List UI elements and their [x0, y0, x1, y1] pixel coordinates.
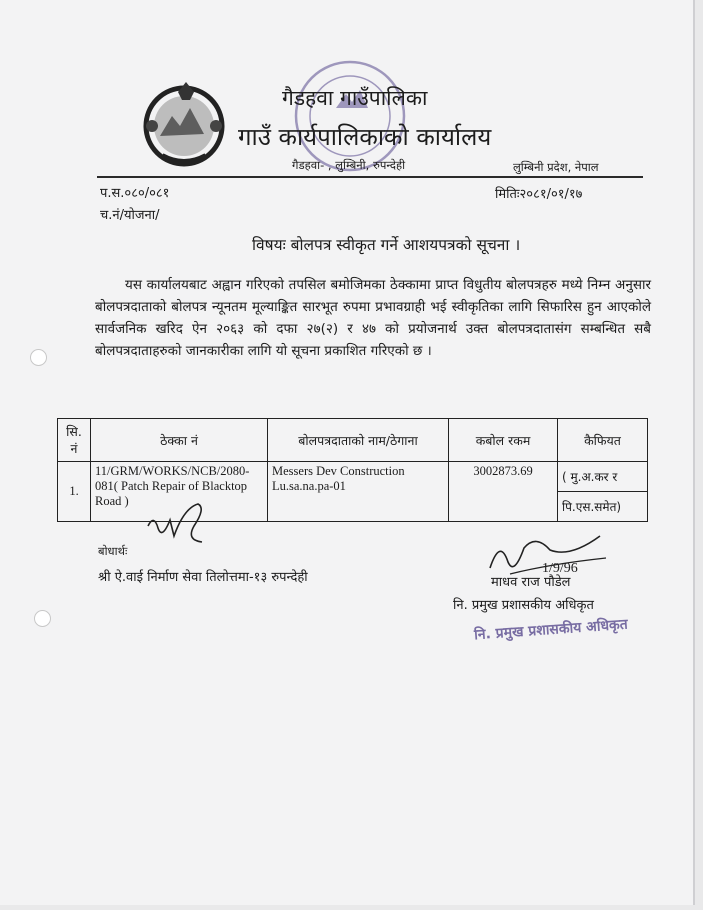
notice-body: [95, 274, 651, 362]
officer-name: माधव राज पौडेल: [491, 575, 571, 590]
punch-hole: [30, 349, 47, 366]
remarks-line: पि.एस.समेत): [558, 491, 647, 521]
designation-stamp: नि. प्रमुख प्रशासकीय अधिकृत: [473, 616, 629, 644]
nepal-emblem-icon: [138, 78, 230, 170]
office-title: गाउँ कार्यपालिकाको कार्यालय: [238, 123, 492, 151]
cell-amount: 3002873.69: [449, 462, 558, 522]
col-bidder: बोलपत्रदाताको नाम/ठेगाना: [268, 419, 449, 462]
dispatch-number: च.नं/योजना/: [100, 208, 160, 223]
officer-designation: नि. प्रमुख प्रशासकीय अधिकृत: [453, 598, 594, 613]
col-remarks: कैफियत: [558, 419, 648, 462]
initial-signature-icon: [140, 496, 220, 548]
notice-paragraph: यस कार्यालयबाट अह्वान गरिएको तपसिल बमोजिमका ठेक्कामा प्राप्त विधुतीय बोलपत्रहरु मध्ये निम्न अनुसार बोलपत्रदाताको बोलपत्र न्यूनतम मूल्याङ्कित सारभूत रुपमा प्रभावग्राही भई स्वीकृतिका लागि सिफारिस हुन आएकोले सार्वजनिक खरिद ऐन २०६३ को दफा २७(२) र ४७ को प्रयोजनार्थ उक्त बोलपत्रदातासंग सम्बन्धित सबै बोलपत्रदाताहरुको जानकारीका लागि यो सूचना प्रकाशित गरिएको छ ।: [95, 277, 652, 359]
header-divider: [97, 176, 643, 178]
bodharth-label: बोधार्थः: [98, 544, 128, 558]
remarks-line: ( मु.अ.कर र: [562, 470, 618, 484]
office-address: गैडहवा- , लुम्बिनी, रुपन्देही: [292, 158, 406, 172]
office-province: लुम्बिनी प्रदेश, नेपाल: [513, 160, 599, 174]
cell-bidder: Messers Dev Construction Lu.sa.na.pa-01: [268, 462, 449, 522]
col-sn: सि. नं: [58, 419, 91, 462]
signature-date-text: 1/9/96: [542, 561, 578, 576]
document-date: मितिः२०८१/०१/१७: [495, 187, 583, 202]
bodharth-recipient: श्री ऐ.वाई निर्माण सेवा तिलोत्तमा-१३ रुपन्देही: [98, 570, 308, 585]
fiscal-reference: प.स.०८०/०८१: [100, 186, 170, 201]
cell-contract-no: 11/GRM/WORKS/NCB/2080-081( Patch Repair of Blacktop Road ): [91, 462, 268, 522]
table-header-row: [58, 419, 648, 462]
subject-line: विषयः बोलपत्र स्वीकृत गर्ने आशयपत्रको सूचना ।: [252, 236, 521, 254]
cell-sn: 1.: [58, 462, 91, 522]
col-amount: कबोल रकम: [449, 419, 558, 462]
punch-hole: [34, 610, 51, 627]
col-contract-no: ठेक्का नं: [91, 419, 268, 462]
cell-remarks: [558, 462, 648, 522]
office-name: गैडहवा गाउँपालिका: [282, 86, 428, 110]
